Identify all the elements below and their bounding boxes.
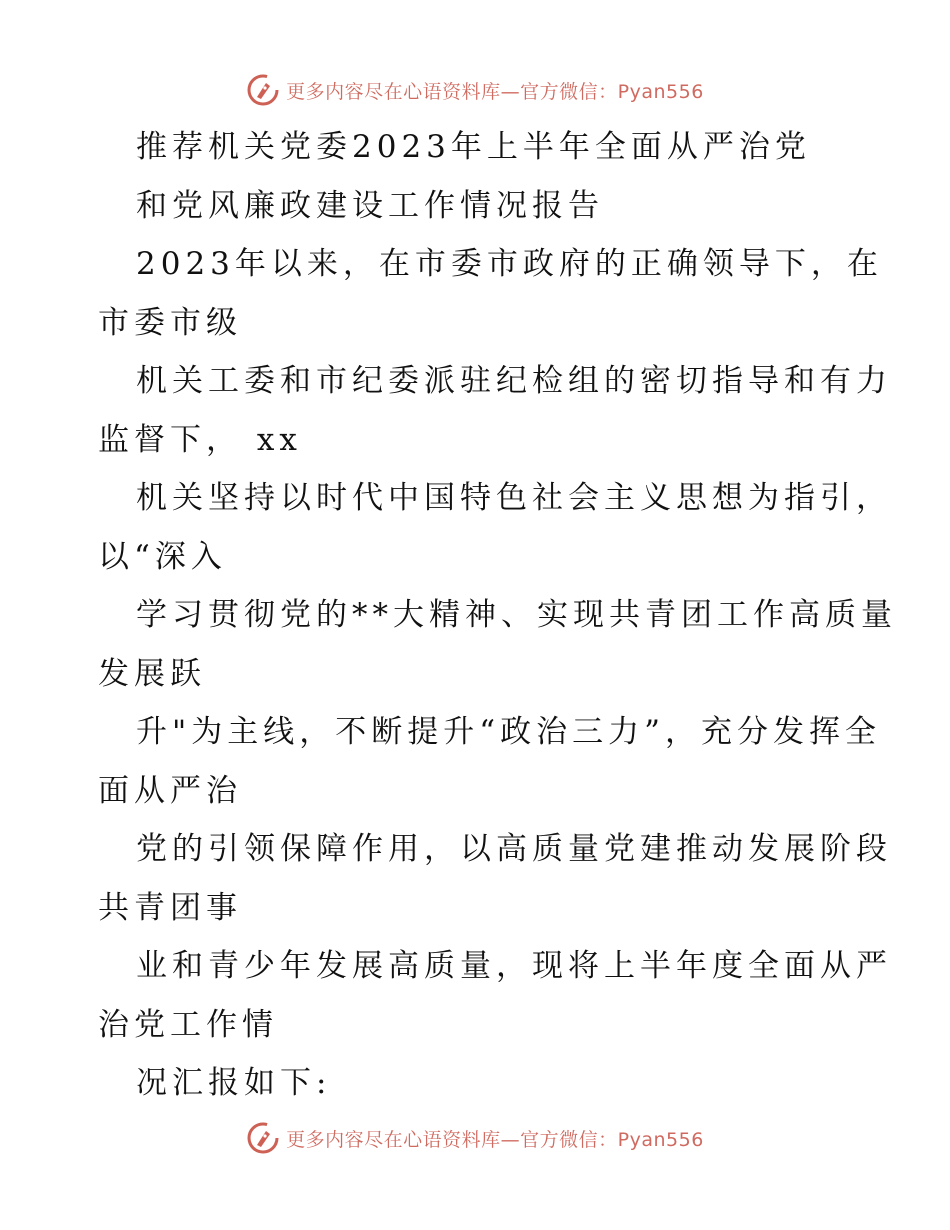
paragraph-line: 党的引领保障作用，以高质量党建推动发展阶段 [136,831,892,867]
watermark-text: 更多内容尽在心语资料库—官方微信：Pyan556 [286,1128,704,1151]
paragraph-line: 升"为主线，不断提升“政治三力”，充分发挥全 [136,714,881,750]
paragraph-line: 治党工作情 [98,1006,278,1043]
paragraph-line: 发展跃 [98,655,206,692]
paragraph-line: 机关工委和市纪委派驻纪检组的密切指导和有力 [136,363,892,399]
footer-watermark-banner [0,1118,950,1158]
paragraph-line: 以“深入 [98,538,227,575]
pen-nib-logo-icon [246,73,280,107]
header-watermark-banner [0,70,950,110]
title-line-2: 和党风廉政建设工作情况报告 [136,187,604,224]
paragraph-line: 业和青少年发展高质量，现将上半年度全面从严 [136,948,892,984]
watermark-text: 更多内容尽在心语资料库—官方微信：Pyan556 [286,80,704,103]
paragraph-line: 况汇报如下: [136,1065,332,1101]
document-body [98,118,897,1113]
paragraph-line: 机关坚持以时代中国特色社会主义思想为指引， [136,480,892,516]
title-line-1: 推荐机关党委2023年上半年全面从严治党 [136,129,811,165]
paragraph-line: 学习贯彻党的**大精神、实现共青团工作高质量 [136,597,897,633]
paragraph-line: 2023年以来，在市委市政府的正确领导下，在 [136,246,883,282]
pen-nib-logo-icon [246,1121,280,1155]
paragraph-line: 共青团事 [98,889,242,926]
paragraph-line: 监督下， xx [98,421,302,458]
paragraph-line: 面从严治 [98,772,242,809]
paragraph-line: 市委市级 [98,304,242,341]
